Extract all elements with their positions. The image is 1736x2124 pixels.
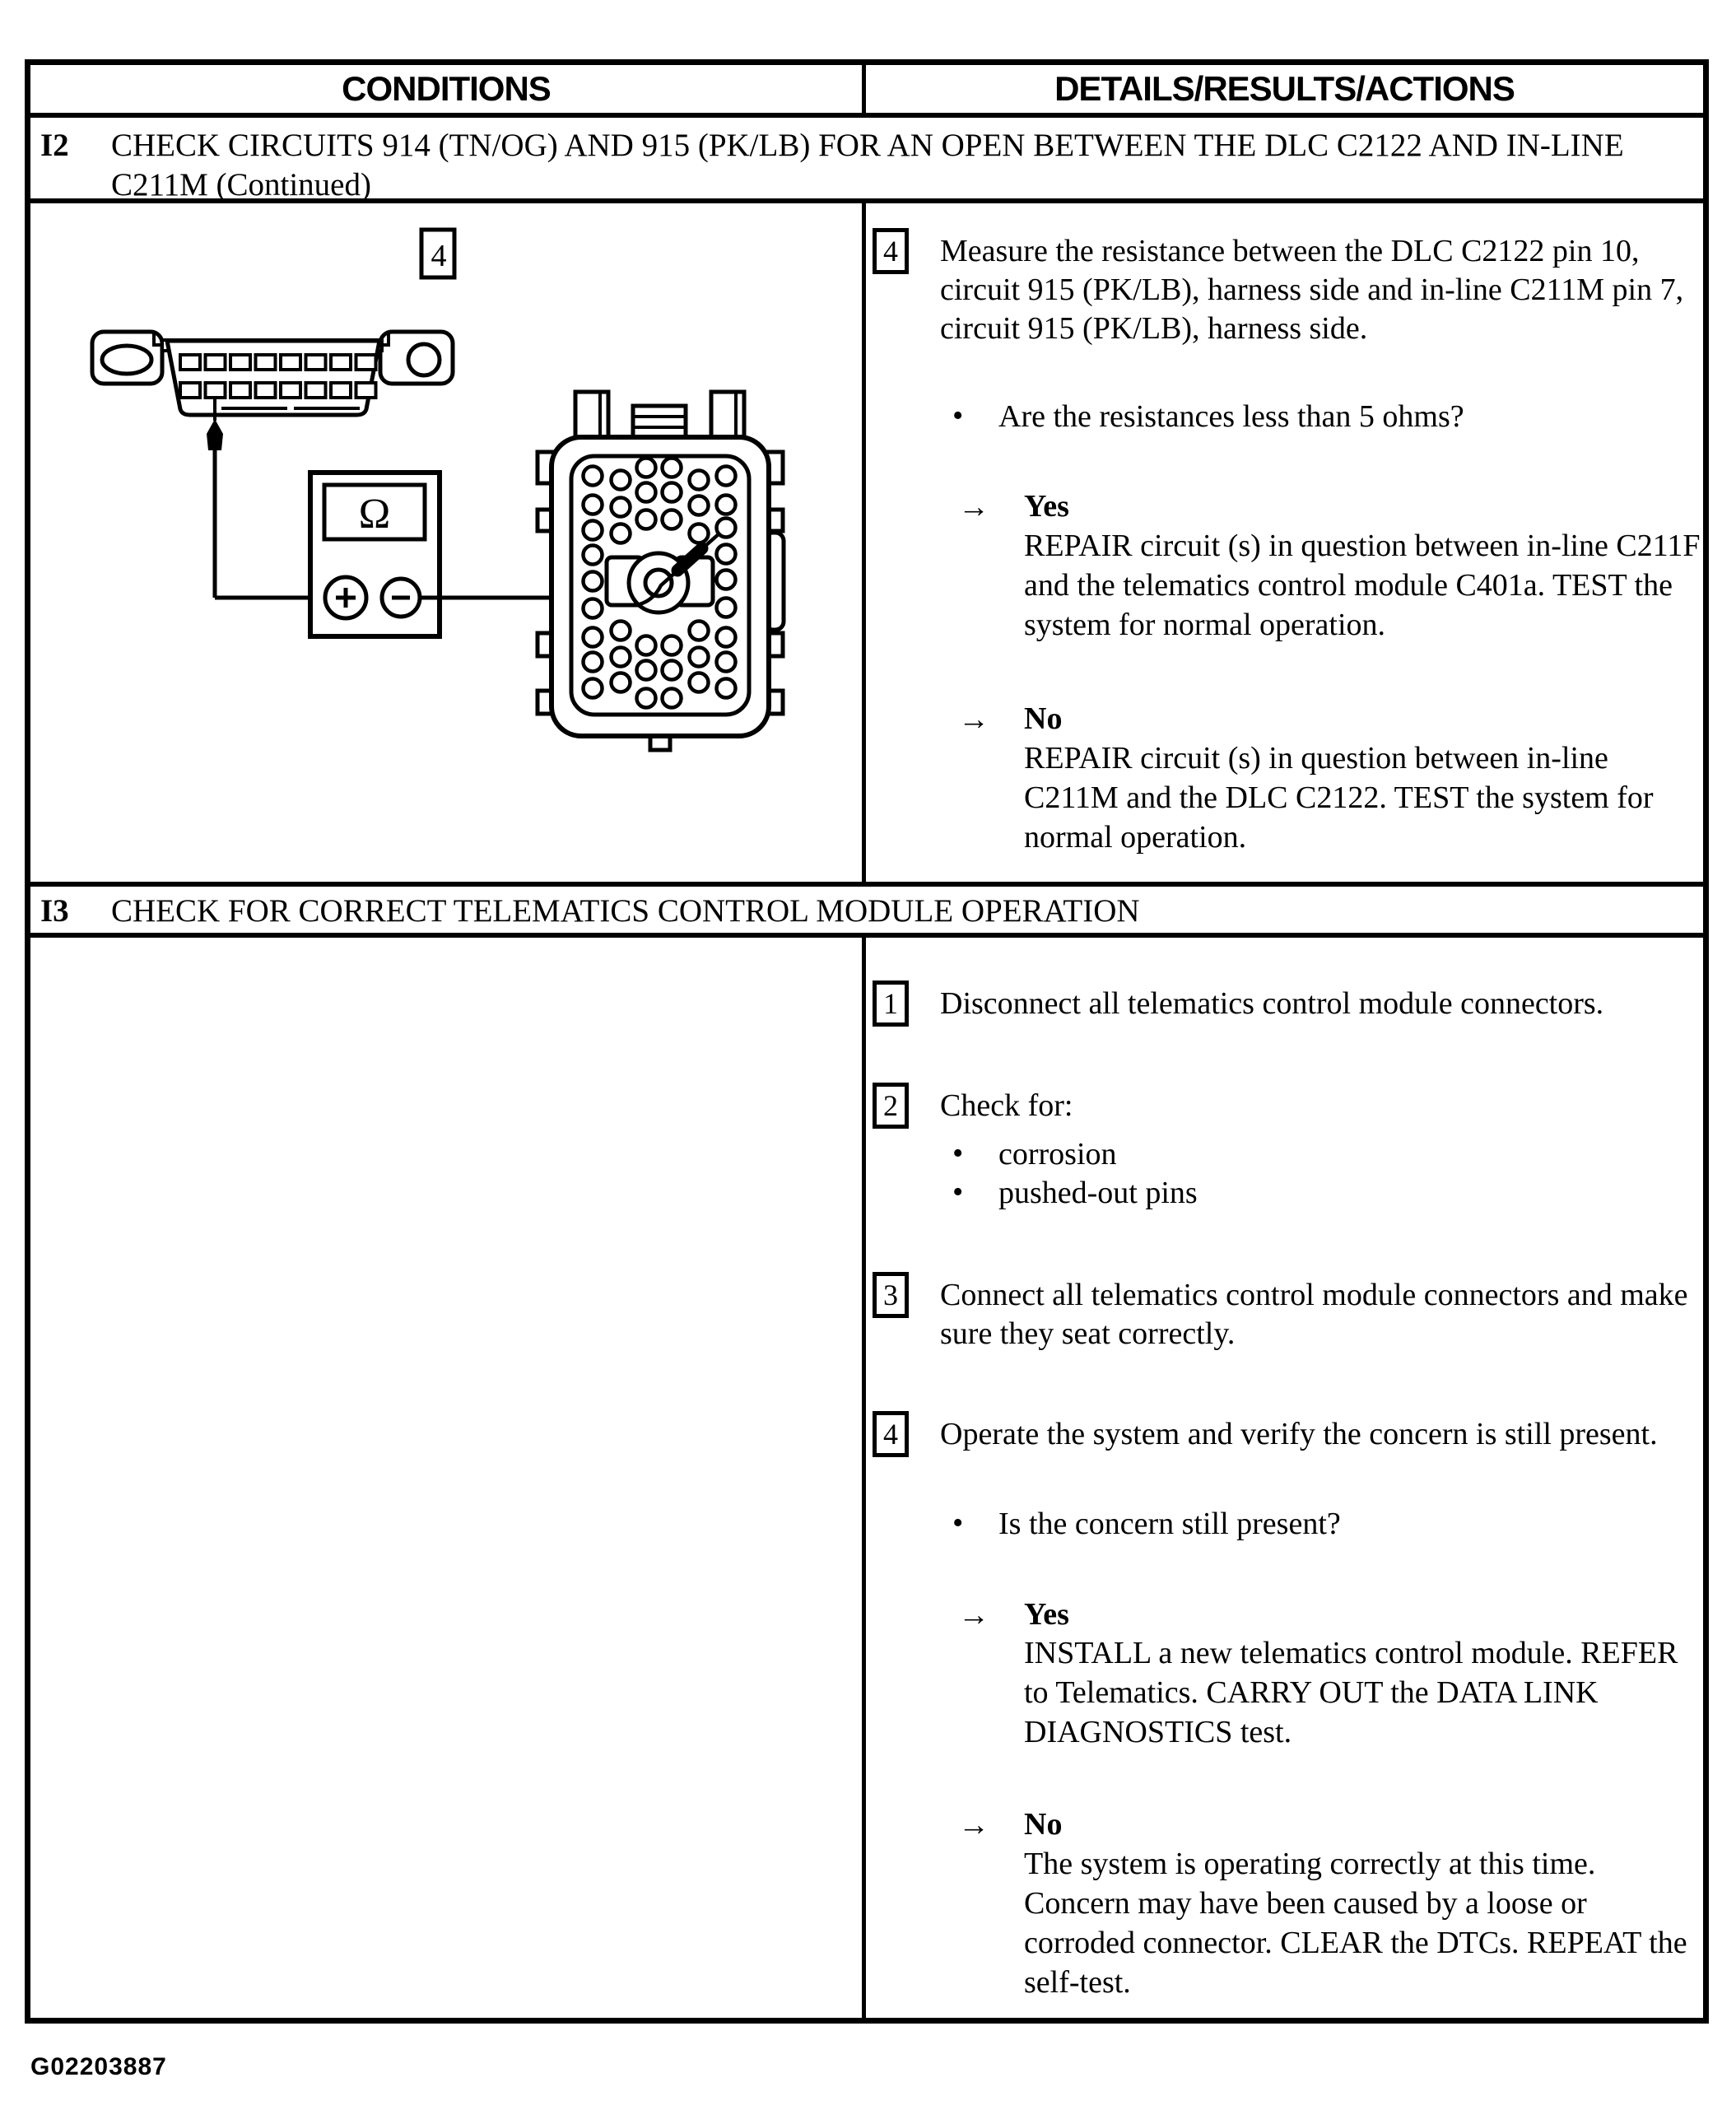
i3-step-3 (866, 1272, 1703, 1353)
i2-yes-branch (866, 487, 1703, 645)
i3-check-bullet-2 (952, 1174, 1703, 1213)
i3-details-cell (862, 938, 1703, 2018)
no-action-text: The system is operating correctly at this time. Concern may have been caused by a loose or corroded connector. CLEAR the DTCs. REPEAT the self-test. (1024, 1846, 1687, 2000)
step-number-box (873, 1083, 909, 1129)
yes-label: Yes (1024, 489, 1069, 524)
dlc-connector-icon (92, 332, 453, 415)
i2-step-4 (866, 228, 1703, 348)
step-text: Disconnect all telematics control module connectors. (940, 986, 1604, 1021)
bullet-icon: • (952, 1506, 964, 1541)
yes-action-text: INSTALL a new telematics control module. REFER to Telematics. CARRY OUT the DATA LINK DIAGNOSTICS test. (1024, 1636, 1678, 1750)
arrow-icon: → (958, 1597, 989, 1633)
bullet-icon: • (952, 1136, 964, 1171)
step-text: Measure the resistance between the DLC C2122 pin 10, circuit 915 (PK/LB), harness side and in-line C211M pin 7, circuit 915 (PK/LB), harness side. (940, 234, 1684, 347)
test-step-i3-id: I3 (40, 893, 69, 929)
pinpoint-test-table (25, 59, 1709, 2024)
no-label: No (1024, 1807, 1063, 1842)
details-header-label: DETAILS/RESULTS/ACTIONS (1054, 69, 1515, 108)
i3-yes-branch (866, 1595, 1703, 1754)
i2-no-branch (866, 700, 1703, 858)
step-number: 4 (883, 235, 898, 268)
arrow-icon: → (958, 701, 989, 737)
question-text: Is the concern still present? (998, 1507, 1341, 1542)
step-number: 1 (883, 987, 898, 1020)
check-item: pushed-out pins (998, 1176, 1198, 1211)
test-step-i2-title: CHECK CIRCUITS 914 (TN/OG) AND 915 (PK/LB) FOR AN OPEN BETWEEN THE DLC C2122 AND IN-LINE C211M (Continued) (111, 128, 1624, 203)
step-number: 4 (883, 1418, 898, 1451)
step-number-box (873, 1272, 909, 1318)
i3-conditions-cell (30, 938, 862, 2018)
step-number-box (873, 980, 909, 1027)
i3-step-4 (866, 1411, 1703, 1457)
i2-conditions-cell (30, 203, 862, 887)
i3-check-bullet-1 (952, 1135, 1703, 1174)
i2-question-bullet (952, 398, 1703, 436)
test-step-i2-id: I2 (40, 128, 69, 163)
bullet-icon: • (952, 398, 964, 434)
step-number: 3 (883, 1279, 898, 1312)
yes-label: Yes (1024, 1596, 1069, 1632)
conditions-header-label: CONDITIONS (342, 69, 551, 108)
yes-action-text: REPAIR circuit (s) in question between in-line C211F and the telematics control module C401a. TEST the system for normal operation. (1024, 529, 1701, 643)
column-header-details (862, 65, 1703, 118)
i2-details-cell (862, 203, 1703, 887)
arrow-icon: → (958, 490, 989, 525)
i3-step-1 (866, 980, 1703, 1027)
figure-id: G02203887 (30, 2053, 167, 2080)
measurement-diagram (30, 203, 862, 882)
inline-connector-face-icon (538, 392, 784, 750)
step-number-box (873, 1411, 909, 1457)
step-text: Operate the system and verify the concern is still present. (940, 1417, 1658, 1452)
test-step-i2-title-row (30, 118, 1703, 203)
diagram-step-number-box (421, 230, 454, 277)
i3-question-bullet (952, 1505, 1703, 1544)
check-item: corrosion (998, 1137, 1117, 1171)
i3-step-2 (866, 1083, 1703, 1129)
step-number: 2 (883, 1089, 898, 1122)
question-text: Are the resistances less than 5 ohms? (998, 399, 1464, 435)
no-label: No (1024, 701, 1063, 736)
step-number-box (873, 228, 909, 274)
step-text: Check for: (940, 1088, 1073, 1123)
column-header-conditions (30, 65, 862, 118)
step-text: Connect all telematics control module connectors and make sure they seat correctly. (940, 1278, 1688, 1352)
svg-text:4: 4 (431, 239, 447, 273)
svg-text:Ω: Ω (358, 491, 391, 538)
bullet-icon: • (952, 1175, 964, 1210)
no-action-text: REPAIR circuit (s) in question between in-line C211M and the DLC C2122. TEST the system for normal operation. (1024, 740, 1654, 855)
test-step-i3-title-row (30, 887, 1703, 938)
i3-no-branch (866, 1805, 1703, 2002)
arrow-icon: → (958, 1808, 989, 1843)
test-step-i3-title: CHECK FOR CORRECT TELEMATICS CONTROL MODULE OPERATION (111, 893, 1140, 929)
